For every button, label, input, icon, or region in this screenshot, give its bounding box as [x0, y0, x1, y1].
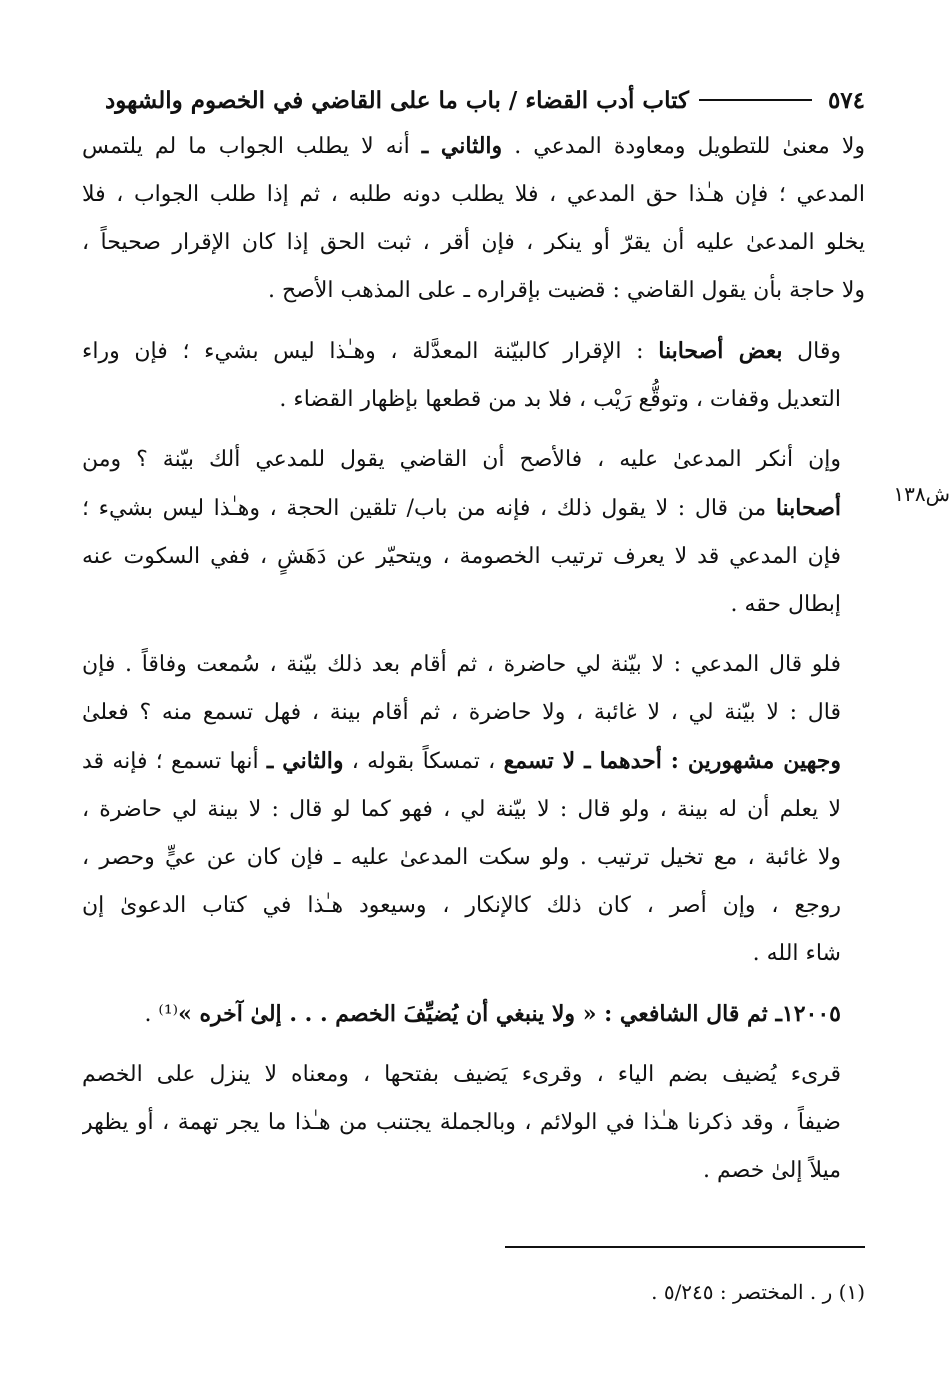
text-run: شاء الله . [752, 941, 841, 966]
text-line [82, 834, 865, 882]
bold-text: بعض أصحابنا [658, 338, 783, 364]
text-run: وقال [782, 339, 841, 364]
text-run: لا يعلم أن له بينة ، ولو قال : لا بيّنة لي ، فهو كما لو قال : لا بينة لي حاضرة ، [82, 797, 841, 822]
text-run: التعديل وقفات ، وتوقُّع رَيْب ، فلا بد من قطعها بإظهار القضاء . [279, 387, 841, 412]
text-line [82, 219, 865, 267]
main-text [82, 122, 865, 1195]
paragraph [82, 122, 865, 315]
text-line [82, 737, 865, 786]
text-run: قال : لا بيّنة لي ، لا غائبة ، ولا حاضرة ، ثم أقام بينة ، فهل تسمع منه ؟ فعلىٰ [82, 700, 841, 725]
text-run: فإن المدعي قد لا يعرف ترتيب الخصومة ، ويتحيّر عن دَهَشٍ ، ففي السكوت عنه [82, 544, 841, 569]
text-line [82, 327, 865, 376]
text-line [82, 376, 865, 424]
text-line [82, 171, 865, 219]
text-run: ⁽¹⁾ . [144, 1002, 179, 1027]
text-run: المدعي ؛ فإن هـٰذا حق المدعي ، فلا يطلب دونه طلبه ، ثم إذا طلب الجواب ، فلا [82, 182, 865, 207]
bold-text: ١٢٠٠٥ـ ثم قال الشافعي : « ولا ينبغي أن يُضيِّفَ الخصم . . . إلىٰ آخره » [178, 1001, 841, 1027]
text-run: ضيفاً ، وقد ذكرنا هـٰذا في الولائم ، وبالجملة يجتنب من هـٰذا ما يجر تهمة ، أو يظهر [82, 1110, 841, 1135]
text-run: ولا معنىٰ للتطويل ومعاودة المدعي . [502, 134, 865, 159]
text-run: إبطال حقه . [730, 592, 841, 617]
text-run: ، تمسكاً بقوله ، [343, 749, 504, 774]
page-number: ٥٧٤ [827, 86, 865, 114]
text-run: ميلاً إلىٰ خصم . [703, 1158, 841, 1183]
paragraph [82, 990, 865, 1039]
text-line [82, 484, 865, 533]
text-run: فلو قال المدعي : لا بيّنة لي حاضرة ، ثم أقام بعد ذلك بيّنة ، سُمعت وفاقاً . فإن [82, 652, 841, 677]
paragraph [82, 641, 865, 978]
text-run: وإن أنكر المدعىٰ عليه ، فالأصح أن القاضي يقول للمدعي ألك بيّنة ؟ ومن [82, 447, 841, 472]
text-line [82, 641, 865, 689]
text-line [82, 533, 865, 581]
margin-note: ش١٣٨ [893, 482, 950, 506]
text-line [82, 1147, 865, 1195]
text-line [82, 1099, 865, 1147]
text-line [82, 581, 865, 629]
text-run: أنه لا يطلب الجواب ما لم يلتمس [82, 134, 422, 159]
footnote-rule [505, 1246, 865, 1248]
text-line [82, 267, 865, 315]
text-line [82, 786, 865, 834]
paragraph [82, 1051, 865, 1195]
text-run: أنها تسمع ؛ فإنه قد [82, 749, 267, 774]
text-line [82, 122, 865, 171]
running-title: كتاب أدب القضاء / باب ما على القاضي في الخصوم والشهود [105, 86, 689, 114]
bold-text: أصحابنا [775, 495, 841, 521]
running-header [105, 80, 865, 120]
paragraph [82, 327, 865, 424]
text-run: من قال : لا يقول ذلك ، فإنه من باب/ تلقين الحجة ، وهـٰذا ليس بشيء ؛ [82, 496, 776, 521]
bold-text: والثاني ـ [421, 133, 503, 159]
header-rule [699, 99, 812, 101]
text-run: قرىء يُضيف بضم الياء ، وقرىء يَضيف بفتحها ، ومعناه لا ينزل على الخصم [82, 1062, 841, 1087]
text-line [82, 930, 865, 978]
text-run: : الإقرار كالبيّنة المعدَّلة ، وهـٰذا ليس بشيء ؛ فإن وراء [82, 339, 659, 364]
text-line [82, 882, 865, 930]
text-line [82, 990, 865, 1039]
text-run: يخلو المدعىٰ عليه أن يقرّ أو ينكر ، فإن أقر ، ثبت الحق إذا كان الإقرار صحيحاً ، [82, 230, 865, 255]
text-run: روجع ، وإن أصر ، كان ذلك كالإنكار ، وسيعود هـٰذا في كتاب الدعوىٰ إن [82, 893, 841, 918]
text-run: ولا غائبة ، مع تخيل ترتيب . ولو سكت المدعىٰ عليه ـ فإن كان عن عيٍّ وحصر ، [82, 845, 841, 870]
paragraph [82, 436, 865, 629]
text-line [82, 689, 865, 737]
bold-text: والثاني ـ [266, 748, 344, 774]
footnote: (١) ر . المختصر : ٥/٢٤٥ . [651, 1280, 865, 1304]
text-run: ولا حاجة بأن يقول القاضي : قضيت بإقراره ـ على المذهب الأصح . [267, 278, 865, 303]
text-line [82, 436, 865, 484]
bold-text: وجهين مشهورين : أحدهما ـ لا تسمع [503, 748, 841, 774]
text-line [82, 1051, 865, 1099]
